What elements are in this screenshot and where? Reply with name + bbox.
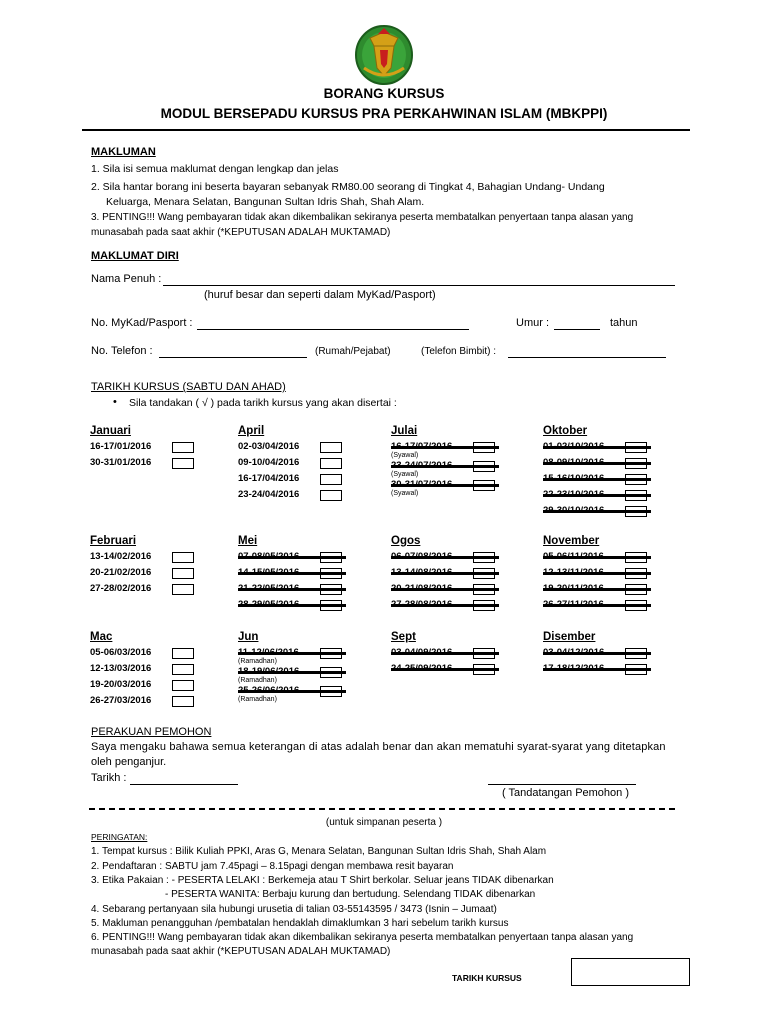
date-strikethrough xyxy=(543,572,651,575)
nama-field[interactable] xyxy=(163,273,675,286)
peringatan-item-2: 2. Pendaftaran : SABTU jam 7.45pagi – 8.15pagi dengan membawa resit bayaran xyxy=(91,861,454,872)
course-date-note: (Syawal) xyxy=(391,490,419,497)
tarikh-kursus-box[interactable] xyxy=(571,958,690,986)
mykad-field[interactable] xyxy=(197,317,469,330)
form-subtitle: MODUL BERSEPADU KURSUS PRA PERKAHWINAN ISLAM (MBKPPI) xyxy=(160,106,608,121)
course-date-label: 16-17/04/2016 xyxy=(238,473,300,484)
date-checkbox[interactable] xyxy=(320,442,342,453)
title-divider xyxy=(82,129,690,131)
date-strikethrough xyxy=(238,690,346,693)
month-heading: Januari xyxy=(90,425,131,437)
peringatan-item-1: 1. Tempat kursus : Bilik Kuliah PPKI, Aras G, Menara Selatan, Bangunan Sultan Idris Shah, Shah Alam xyxy=(91,846,547,857)
month-heading: Disember xyxy=(543,631,596,643)
course-date-note: (Syawal) xyxy=(391,471,419,478)
umur-field[interactable] xyxy=(554,317,600,330)
telefon-rumah-field[interactable] xyxy=(159,345,307,358)
nama-label: Nama Penuh : xyxy=(91,273,162,285)
date-strikethrough xyxy=(238,588,346,591)
tarikh-field[interactable] xyxy=(130,772,238,785)
date-strikethrough xyxy=(543,588,651,591)
month-heading: November xyxy=(543,535,600,547)
date-checkbox[interactable] xyxy=(172,664,194,675)
form-title: BORANG KURSUS xyxy=(323,86,445,101)
date-strikethrough xyxy=(391,668,499,671)
date-checkbox[interactable] xyxy=(172,442,194,453)
telefon-bimbit-field[interactable] xyxy=(508,345,666,358)
course-date-note: (Ramadhan) xyxy=(238,677,277,684)
date-strikethrough xyxy=(391,652,499,655)
perakuan-heading: PERAKUAN PEMOHON xyxy=(91,726,212,738)
makluman-item-2a: 2. Sila hantar borang ini beserta bayaran sebanyak RM80.00 seorang di Tingkat 4, Bahagian Undang- Undang xyxy=(91,181,605,193)
date-strikethrough xyxy=(391,484,499,487)
course-date-label: 27-28/02/2016 xyxy=(90,583,152,594)
makluman-heading: MAKLUMAN xyxy=(91,146,156,158)
signature-field[interactable] xyxy=(488,772,636,785)
rumah-label: (Rumah/Pejabat) xyxy=(315,346,391,357)
date-checkbox[interactable] xyxy=(172,648,194,659)
makluman-item-1: 1. Sila isi semua maklumat dengan lengkap dan jelas xyxy=(91,163,339,175)
date-strikethrough xyxy=(543,510,651,513)
date-checkbox[interactable] xyxy=(320,458,342,469)
month-heading: Oktober xyxy=(543,425,588,437)
tarikh-kursus-heading: TARIKH KURSUS (SABTU DAN AHAD) xyxy=(91,381,286,393)
date-strikethrough xyxy=(391,604,499,607)
mykad-label: No. MyKad/Pasport : xyxy=(91,317,193,329)
tarikh-kursus-footer-label: TARIKH KURSUS xyxy=(452,973,522,983)
date-strikethrough xyxy=(391,556,499,559)
state-emblem-logo xyxy=(354,24,414,86)
peringatan-item-4: 4. Sebarang pertanyaan sila hubungi urusetia di talian 03-55143595 / 3473 (Isnin – Jumaat) xyxy=(91,904,497,915)
date-checkbox[interactable] xyxy=(320,490,342,501)
month-heading: Sept xyxy=(391,631,416,643)
date-strikethrough xyxy=(543,462,651,465)
date-strikethrough xyxy=(391,572,499,575)
date-strikethrough xyxy=(543,478,651,481)
course-date-label: 09-10/04/2016 xyxy=(238,457,300,468)
month-heading: Jun xyxy=(238,631,259,643)
course-date-label: 23-24/04/2016 xyxy=(238,489,300,500)
umur-label: Umur : xyxy=(516,317,549,329)
peringatan-item-6a: 6. PENTING!!! Wang pembayaran tidak akan dikembalikan sekiranya peserta membatalkan penyertaan tanpa alasan yang xyxy=(91,932,634,943)
date-strikethrough xyxy=(238,671,346,674)
date-checkbox[interactable] xyxy=(172,696,194,707)
month-heading: April xyxy=(238,425,265,437)
date-checkbox[interactable] xyxy=(172,584,194,595)
date-strikethrough xyxy=(543,668,651,671)
month-heading: Mei xyxy=(238,535,258,547)
cut-line xyxy=(89,808,675,810)
simpanan-label: (untuk simpanan peserta ) xyxy=(325,817,443,828)
nama-hint: (huruf besar dan seperti dalam MyKad/Pasport) xyxy=(204,289,436,301)
course-date-note: (Ramadhan) xyxy=(238,658,277,665)
date-strikethrough xyxy=(543,494,651,497)
course-date-note: (Ramadhan) xyxy=(238,696,277,703)
course-date-label: 26-27/03/2016 xyxy=(90,695,152,706)
course-date-label: 20-21/02/2016 xyxy=(90,567,152,578)
makluman-item-3b: munasabah pada saat akhir (*KEPUTUSAN ADALAH MUKTAMAD) xyxy=(91,227,391,238)
month-heading: Ogos xyxy=(391,535,421,547)
date-strikethrough xyxy=(391,465,499,468)
date-strikethrough xyxy=(238,652,346,655)
date-strikethrough xyxy=(391,446,499,449)
maklumat-diri-heading: MAKLUMAT DIRI xyxy=(91,250,179,262)
peringatan-item-3b: - PESERTA WANITA: Berbaju kurung dan bertudung. Selendang TIDAK dibenarkan xyxy=(165,889,536,900)
telefon-label: No. Telefon : xyxy=(91,345,153,357)
date-checkbox[interactable] xyxy=(172,552,194,563)
umur-unit: tahun xyxy=(610,317,638,329)
peringatan-heading: PERINGATAN: xyxy=(91,832,148,842)
course-date-label: 16-17/01/2016 xyxy=(90,441,152,452)
month-heading: Februari xyxy=(90,535,137,547)
course-date-label: 12-13/03/2016 xyxy=(90,663,152,674)
date-checkbox[interactable] xyxy=(172,458,194,469)
month-heading: Mac xyxy=(90,631,113,643)
course-date-label: 02-03/04/2016 xyxy=(238,441,300,452)
date-strikethrough xyxy=(238,556,346,559)
perakuan-text-2: oleh penganjur. xyxy=(91,756,167,768)
peringatan-item-6b: munasabah pada saat akhir (*KEPUTUSAN ADALAH MUKTAMAD) xyxy=(91,946,391,957)
month-heading: Julai xyxy=(391,425,418,437)
course-date-label: 19-20/03/2016 xyxy=(90,679,152,690)
course-date-label: 30-31/01/2016 xyxy=(90,457,152,468)
instruction-bullet: • xyxy=(113,396,117,408)
course-date-label: 05-06/03/2016 xyxy=(90,647,152,658)
date-strikethrough xyxy=(391,588,499,591)
course-date-label: 13-14/02/2016 xyxy=(90,551,152,562)
date-checkbox[interactable] xyxy=(172,680,194,691)
date-strikethrough xyxy=(543,652,651,655)
date-strikethrough xyxy=(543,604,651,607)
peringatan-item-3: 3. Etika Pakaian : - PESERTA LELAKI : Berkemeja atau T Shirt berkolar. Seluar jeans TIDAK dibenarkan xyxy=(91,875,554,886)
makluman-item-2b: Keluarga, Menara Selatan, Bangunan Sultan Idris Shah, Shah Alam. xyxy=(106,196,425,208)
date-strikethrough xyxy=(543,446,651,449)
peringatan-item-5: 5. Makluman penangguhan /pembatalan hendaklah dimaklumkan 3 hari sebelum tarikh kursus xyxy=(91,918,509,929)
date-strikethrough xyxy=(238,604,346,607)
date-strikethrough xyxy=(543,556,651,559)
date-checkbox[interactable] xyxy=(172,568,194,579)
makluman-item-3a: 3. PENTING!!! Wang pembayaran tidak akan dikembalikan sekiranya peserta membatalkan penyertaan tanpa alasan yang xyxy=(91,212,634,223)
bimbit-label: (Telefon Bimbit) : xyxy=(421,346,497,357)
signature-label: ( Tandatangan Pemohon ) xyxy=(502,787,629,799)
tarikh-label: Tarikh : xyxy=(91,772,127,784)
course-date-note: (Syawal) xyxy=(391,452,419,459)
perakuan-text-1: Saya mengaku bahawa semua keterangan di atas adalah benar dan akan mematuhi syarat-syarat yang ditetapkan xyxy=(91,741,666,753)
date-strikethrough xyxy=(238,572,346,575)
tarikh-instruction: Sila tandakan ( √ ) pada tarikh kursus yang akan disertai : xyxy=(129,397,397,409)
date-checkbox[interactable] xyxy=(320,474,342,485)
